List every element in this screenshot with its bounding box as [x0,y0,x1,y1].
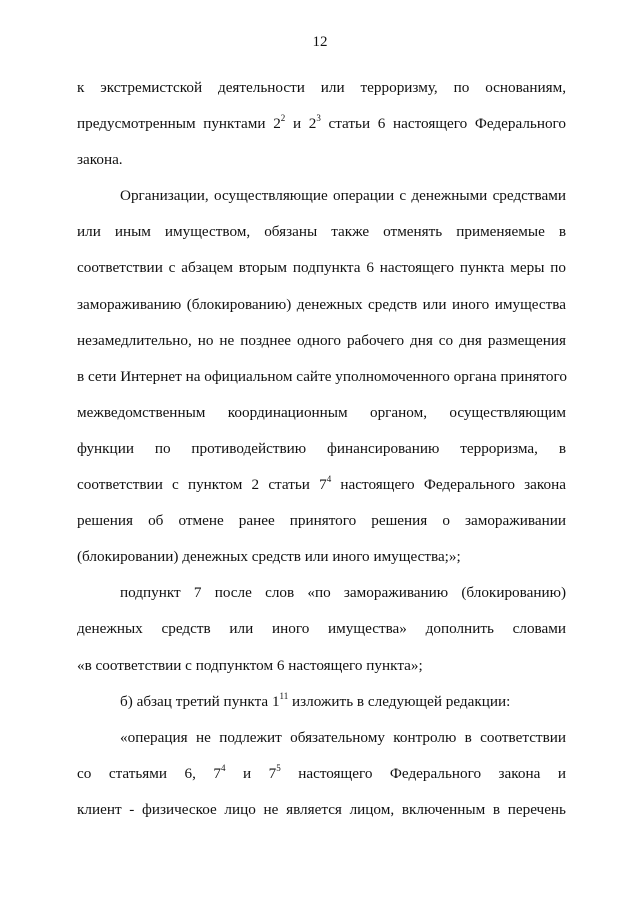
text-line: клиент - физическое лицо не является лицом, включенным в перечень [77,800,566,818]
text-line: функции по противодействию финансированию терроризма, в [77,439,566,457]
paragraph [77,178,566,575]
text-line: со статьями 6, $7^4$ и $7^5$ настоящего Федерального закона и [77,762,566,782]
text-line: «операция не подлежит обязательному контролю в соответствии [120,728,566,746]
text-line: или иным имуществом, обязаны также отменять применяемые в [77,223,566,241]
page-number: 12 [312,34,328,50]
text-line: предусмотренным пунктами $2^2$ и $2^3$ статьи 6 настоящего Федерального [77,113,566,133]
text-line: закона. [77,151,123,169]
text-line: подпункт 7 после слов «по замораживанию (блокированию) [120,584,566,602]
text-line: соответствии с абзацем вторым подпункта 6 настоящего пункта меры по [77,259,566,277]
text-line: денежных средств или иного имущества» дополнить словами [77,620,566,638]
paragraph [77,575,566,683]
text-line: незамедлительно, но не позднее одного рабочего дня со дня размещения [77,331,566,349]
text-line: (блокировании) денежных средств или иного имущества;»; [77,548,461,566]
text-line: в сети Интернет на официальном сайте уполномоченного органа принятого [77,367,567,385]
paragraph [77,70,566,178]
document-body [77,70,566,828]
text-line: «в соответствии с подпунктом 6 настоящего пункта»; [77,656,423,674]
text-line: Организации, осуществляющие операции с денежными средствами [120,187,566,205]
paragraph [77,684,566,720]
text-line: решения об отмене ранее принятого решения о замораживании [77,512,566,530]
text-line: к экстремистской деятельности или терроризму, по основаниям, [77,79,566,96]
text-line: замораживанию (блокированию) денежных средств или иного имущества [77,295,566,313]
text-line: соответствии с пунктом 2 статьи $7^4$ настоящего Федерального закона [77,473,566,494]
text-line: межведомственным координационным органом, осуществляющим [77,403,566,421]
text-line: б) абзац третий пункта $1^{11}$ изложить в следующей редакции: [120,690,511,710]
paragraph [77,720,566,828]
